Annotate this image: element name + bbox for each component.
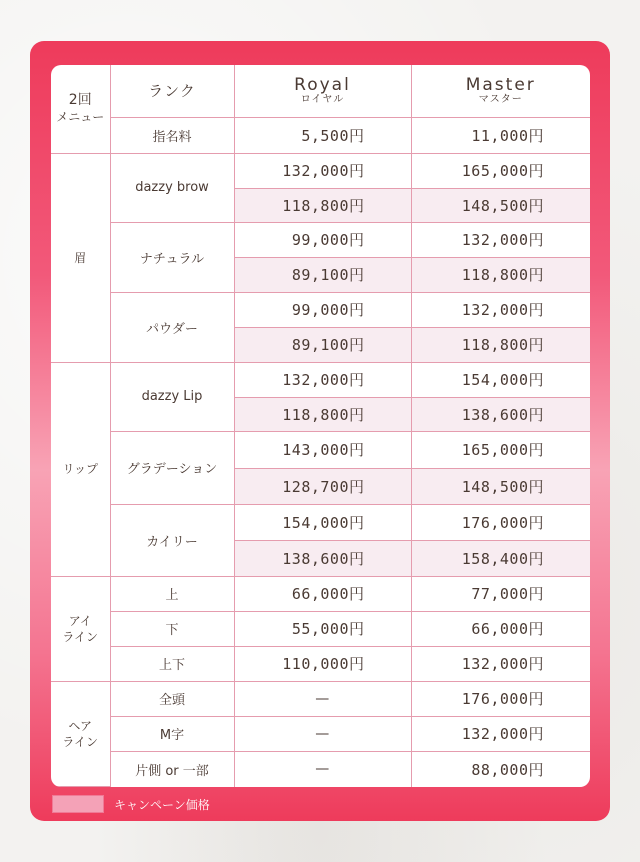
eyeline-label-line1: アイ xyxy=(68,613,92,628)
royal-campaign-price: 118,800円 xyxy=(234,188,411,222)
master-price: 176,000円 xyxy=(411,504,590,540)
master-price: 176,000円 xyxy=(411,681,590,716)
table-row xyxy=(51,751,590,786)
royal-price: 154,000円 xyxy=(234,504,411,540)
master-price: 165,000円 xyxy=(411,431,590,468)
royal-price: 143,000円 xyxy=(234,431,411,468)
menu-label: メニュー xyxy=(56,109,105,124)
two-times-menu-header xyxy=(51,65,110,153)
menu-item: dazzy brow xyxy=(110,153,234,222)
master-price: 132,000円 xyxy=(411,716,590,751)
royal-price: 132,000円 xyxy=(234,362,411,397)
master-campaign-price: 118,800円 xyxy=(411,327,590,362)
table-row xyxy=(51,611,590,646)
royal-price: 110,000円 xyxy=(234,646,411,681)
royal-price: — xyxy=(234,681,411,716)
nomination-row xyxy=(51,117,590,153)
menu-item: グラデーション xyxy=(110,431,234,504)
two-times-label: 2回 xyxy=(68,91,92,108)
master-price: 66,000円 xyxy=(411,611,590,646)
table-row xyxy=(51,362,590,397)
table-row xyxy=(51,576,590,611)
category-brow: 眉 xyxy=(51,153,110,362)
campaign-legend-label: キャンペーン価格 xyxy=(114,797,210,812)
table-row xyxy=(51,292,590,327)
category-eyeline xyxy=(51,576,110,681)
hairline-label-line1: ヘア xyxy=(68,718,93,733)
master-price: 165,000円 xyxy=(411,153,590,188)
master-header xyxy=(411,65,590,117)
campaign-legend xyxy=(52,795,210,813)
master-price: 77,000円 xyxy=(411,576,590,611)
nomination-master-price: 11,000円 xyxy=(411,117,590,153)
master-price: 132,000円 xyxy=(411,222,590,257)
master-kana: マスター xyxy=(478,93,523,105)
menu-item: dazzy Lip xyxy=(110,362,234,431)
royal-price: — xyxy=(234,716,411,751)
menu-item: カイリー xyxy=(110,504,234,576)
table-row xyxy=(51,681,590,716)
royal-price: 132,000円 xyxy=(234,153,411,188)
master-name: Master xyxy=(465,74,536,95)
royal-header xyxy=(234,65,411,117)
menu-item: パウダー xyxy=(110,292,234,362)
royal-price: 99,000円 xyxy=(234,222,411,257)
hairline-label-line2: ライン xyxy=(62,734,99,749)
royal-price: 55,000円 xyxy=(234,611,411,646)
royal-price: 99,000円 xyxy=(234,292,411,327)
menu-item: 片側 or 一部 xyxy=(110,751,234,786)
royal-price: 66,000円 xyxy=(234,576,411,611)
menu-item: 上 xyxy=(110,576,234,611)
nomination-label: 指名料 xyxy=(110,117,234,153)
price-table-panel xyxy=(51,65,590,787)
royal-price: — xyxy=(234,751,411,786)
royal-campaign-price: 89,100円 xyxy=(234,327,411,362)
master-campaign-price: 158,400円 xyxy=(411,540,590,576)
price-card xyxy=(30,41,610,821)
royal-campaign-price: 118,800円 xyxy=(234,397,411,431)
table-row xyxy=(51,431,590,468)
master-campaign-price: 148,500円 xyxy=(411,468,590,504)
master-campaign-price: 138,600円 xyxy=(411,397,590,431)
category-lip: リップ xyxy=(51,362,110,576)
royal-kana: ロイヤル xyxy=(300,93,345,105)
master-price: 132,000円 xyxy=(411,292,590,327)
royal-campaign-price: 128,700円 xyxy=(234,468,411,504)
table-row xyxy=(51,153,590,188)
master-campaign-price: 118,800円 xyxy=(411,257,590,292)
table-row xyxy=(51,646,590,681)
menu-item: M字 xyxy=(110,716,234,751)
table-row xyxy=(51,716,590,751)
table-row xyxy=(51,222,590,257)
eyeline-label-line2: ライン xyxy=(62,629,99,644)
master-campaign-price: 148,500円 xyxy=(411,188,590,222)
header-row xyxy=(51,65,590,117)
master-price: 132,000円 xyxy=(411,646,590,681)
royal-name: Royal xyxy=(294,74,351,95)
menu-item: 下 xyxy=(110,611,234,646)
menu-item: 上下 xyxy=(110,646,234,681)
category-hairline xyxy=(51,681,110,786)
royal-campaign-price: 138,600円 xyxy=(234,540,411,576)
master-price: 88,000円 xyxy=(411,751,590,786)
table-row xyxy=(51,504,590,540)
master-price: 154,000円 xyxy=(411,362,590,397)
royal-campaign-price: 89,100円 xyxy=(234,257,411,292)
rank-header: ランク xyxy=(110,65,234,117)
campaign-swatch xyxy=(52,795,104,813)
menu-item: 全頭 xyxy=(110,681,234,716)
price-table xyxy=(51,65,590,787)
menu-item: ナチュラル xyxy=(110,222,234,292)
nomination-royal-price: 5,500円 xyxy=(234,117,411,153)
